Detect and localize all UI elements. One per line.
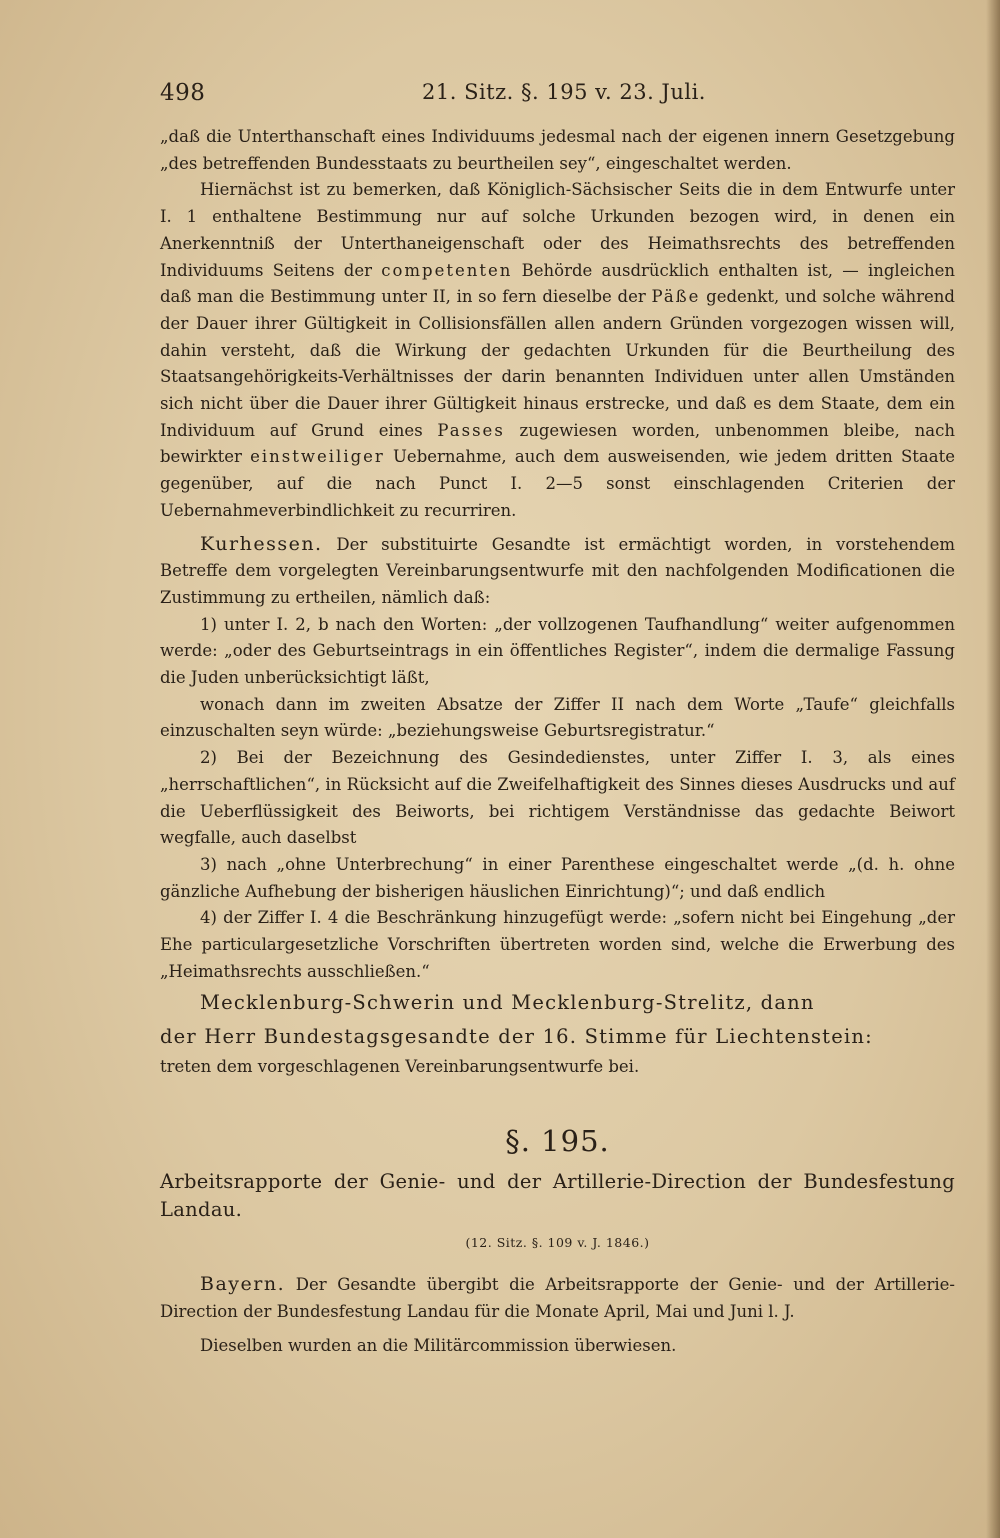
paragraph-saxony-remarks [160,177,955,524]
text-run: Hiernächst ist zu bemerken, daß Königlich-Sächsischer Seits die in dem Entwurfe unter I. 1 enthaltene Bestimmung nur auf solche Urkunden bezogen wird, in denen ein Anerkenntniß der Unterthaneigenschaft oder des Heimathsrechts des betreffenden Individuums Seitens der [160,180,955,280]
closing-statement: Dieselben wurden an die Militärcommission überwiesen. [200,1336,677,1356]
state-name-bavaria: Bayern. [200,1272,286,1295]
paragraph-kurhessen [160,531,955,612]
page-header [160,80,950,116]
text-run: Uebernahme, auch dem ausweisenden, wie jedem dritten Staate gegenüber, auf die nach Punct I. 2—5 sonst einschlagenden Criterien der Uebernahmeverbindlichkeit zu recurriren. [160,447,955,520]
section-reference: (12. Sitz. §. 109 v. J. 1846.) [465,1235,650,1251]
paragraph-quote-continuation: „daß die Unterthanschaft eines Individuums jedesmal nach der eigenen innern Gesetzgebung „des betreffenden Bundesstaats zu beurtheilen sey“, eingeschaltet werden. [160,127,955,173]
text-run: Behörde ausdrücklich enthalten ist, — ingleichen daß man die Bestimmung unter II, in so fern dieselbe der [160,260,955,307]
text-run: zugewiesen worden, unbenommen bleibe, nach bewirkter [160,420,955,467]
modification-item-1: 1) unter I. 2, b nach den Worten: „der vollzogenen Taufhandlung“ weiter aufgenommen werde: „oder des Geburtseintrags in ein öffentliches Register“, indem die dermalige Fassung die Juden unberücksichtigt läßt, [160,614,955,688]
emphasized-word: Passes [437,420,505,440]
state-name-kurhessen: Kurhessen. [200,532,323,555]
text-run: gedenkt, und solche während der Dauer ihrer Gültigkeit in Collisionsfällen allen andern Gründen vorgezogen wissen will, dahin versteht, daß die Wirkung der gedachten Urkunden für die Beurtheilung des Staatsangehörigkeits-Verhältnisses der darin benannten Individuen unter allen Umständen sich nicht über die Dauer ihrer Gültigkeit hinaus erstrecke, und daß es dem Staate, dem ein Individuum auf Grund eines [160,287,955,440]
emphasized-word: Päße [651,287,701,307]
page-body [160,124,955,1360]
modification-item-2: 2) Bei der Bezeichnung des Gesindedienstes, unter Ziffer I. 3, als eines „herrschaftlichen“, in Rücksicht auf die Zweifelhaftigkeit des Sinnes dieses Ausdrucks und auf die Ueberflüssigkeit des Beiworts, bei richtigem Verständnisse das gedachte Beiwort wegfalle, auch daselbst [160,748,955,848]
liechtenstein-line: der Herr Bundestagsgesandte der 16. Stimme für Liechtenstein: [160,1024,873,1048]
emphasized-word: competenten [381,260,513,280]
paragraph-bavaria [160,1271,955,1325]
section-title: Arbeitsrapporte der Genie- und der Artillerie-Direction der Bundesfestung Landau. [160,1170,955,1222]
emphasized-word: einstweiliger [250,447,385,467]
bavaria-text: Der Gesandte übergibt die Arbeitsrapporte der Genie- und der Artillerie-Direction der Bundesfestung Landau für die Monate April, Mai und Juni l. J. [160,1274,955,1321]
page-number: 498 [160,80,206,106]
section-number: §. 195. [505,1123,610,1158]
page-edge-shadow [986,0,1000,1538]
modification-item-1-continued: wonach dann im zweiten Absatze der Ziffer II nach dem Worte „Taufe“ gleichfalls einzuschalten seyn würde: „beziehungsweise Geburtsregistratur.“ [160,694,955,741]
running-head: 21. Sitz. §. 195 v. 23. Juli. [422,80,706,104]
kurhessen-intro: Der substituirte Gesandte ist ermächtigt worden, in vorstehendem Betreffe dem vorgelegten Vereinbarungsentwurfe mit den nachfolgenden Modificationen die Zustimmung zu ertheilen, nämlich daß: [160,534,955,607]
modification-item-4: 4) der Ziffer I. 4 die Beschränkung hinzugefügt werde: „sofern nicht bei Eingehung „der Ehe particulargesetzliche Vorschriften übertreten worden sind, welche die Erwerbung des „Heimathsrechts ausschließen.“ [160,908,955,981]
mecklenburg-line: Mecklenburg-Schwerin und Mecklenburg-Strelitz, dann [200,990,815,1014]
accession-statement: treten dem vorgeschlagenen Vereinbarungsentwurfe bei. [160,1056,640,1076]
modification-item-3: 3) nach „ohne Unterbrechung“ in einer Parenthese eingeschaltet werde „(d. h. ohne gänzliche Aufhebung der bisherigen häuslichen Einrichtung)“; und daß endlich [160,854,955,901]
